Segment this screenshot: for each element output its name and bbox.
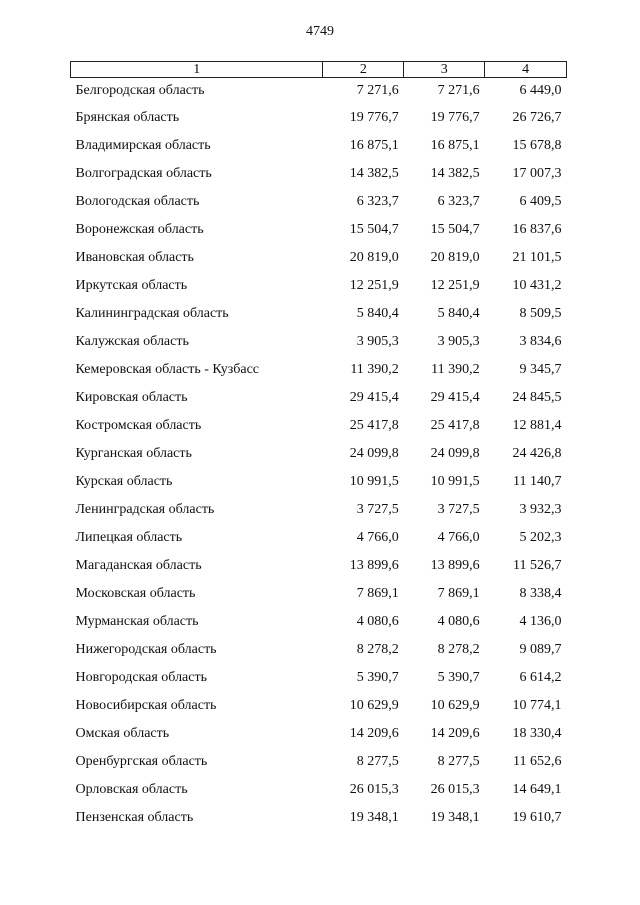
table-row	[71, 720, 567, 748]
table-row	[71, 216, 567, 244]
value-col4-cell: 3 834,6	[519, 334, 562, 349]
value-col4-cell: 5 202,3	[519, 530, 562, 545]
region-name-cell: Нижегородская область	[75, 642, 217, 657]
table-row	[71, 748, 567, 776]
region-name-cell: Вологодская область	[75, 194, 200, 209]
value-col2-cell: 15 504,7	[349, 222, 399, 237]
value-col3-cell: 3 727,5	[437, 502, 480, 517]
value-col2-cell: 20 819,0	[349, 250, 399, 265]
value-col4-cell: 10 774,1	[512, 698, 562, 713]
region-name-cell: Волгоградская область	[75, 166, 212, 181]
value-col4-cell: 15 678,8	[512, 138, 562, 153]
table-row	[71, 440, 567, 468]
column-header-3: 3	[404, 62, 485, 78]
value-col2-cell: 14 209,6	[349, 726, 399, 741]
value-col3-cell: 24 099,8	[430, 446, 480, 461]
table-row	[71, 692, 567, 720]
value-col2-cell: 12 251,9	[349, 278, 399, 293]
value-col2-cell: 4 080,6	[356, 614, 399, 629]
table-row	[71, 580, 567, 608]
value-col3-cell: 4 766,0	[437, 530, 480, 545]
value-col3-cell: 10 629,9	[430, 698, 480, 713]
page-number: 4749	[306, 24, 334, 39]
value-col2-cell: 19 348,1	[349, 810, 399, 825]
value-col4-cell: 18 330,4	[512, 726, 562, 741]
table-row	[71, 552, 567, 580]
region-name-cell: Брянская область	[75, 110, 180, 125]
value-col3-cell: 11 390,2	[431, 362, 480, 377]
region-name-cell: Ивановская область	[75, 250, 194, 265]
value-col3-cell: 4 080,6	[437, 614, 480, 629]
value-col2-cell: 3 905,3	[356, 334, 399, 349]
value-col4-cell: 17 007,3	[512, 166, 562, 181]
value-col4-cell: 24 845,5	[512, 390, 562, 405]
value-col2-cell: 10 991,5	[349, 474, 399, 489]
value-col4-cell: 16 837,6	[512, 222, 562, 237]
region-name-cell: Омская область	[75, 726, 170, 741]
table-row	[71, 132, 567, 160]
column-header-4: 4	[485, 62, 567, 78]
value-col4-cell: 14 649,1	[512, 782, 562, 797]
table-row	[71, 356, 567, 384]
region-name-cell: Оренбургская область	[75, 754, 208, 769]
value-col4-cell: 11 140,7	[513, 474, 562, 489]
value-col2-cell: 6 323,7	[356, 194, 399, 209]
table-header	[71, 62, 567, 78]
value-col3-cell: 29 415,4	[430, 390, 480, 405]
table-row	[71, 160, 567, 188]
table-row	[71, 804, 567, 832]
value-col3-cell: 14 382,5	[430, 166, 480, 181]
column-header-1: 1	[71, 62, 323, 78]
table-row	[71, 468, 567, 496]
region-name-cell: Курская область	[75, 474, 173, 489]
table-row	[71, 608, 567, 636]
value-col2-cell: 7 869,1	[356, 586, 399, 601]
value-col3-cell: 13 899,6	[430, 558, 480, 573]
table-row	[71, 328, 567, 356]
value-col3-cell: 5 840,4	[437, 306, 480, 321]
value-col4-cell: 3 932,3	[519, 502, 562, 517]
value-col3-cell: 19 776,7	[430, 110, 480, 125]
value-col4-cell: 12 881,4	[512, 418, 562, 433]
value-col4-cell: 19 610,7	[512, 810, 562, 825]
value-col4-cell: 6 449,0	[519, 83, 562, 98]
value-col3-cell: 26 015,3	[430, 782, 480, 797]
value-col3-cell: 15 504,7	[430, 222, 480, 237]
value-col2-cell: 8 277,5	[356, 754, 399, 769]
table-row	[71, 244, 567, 272]
value-col3-cell: 7 271,6	[437, 83, 480, 98]
region-name-cell: Липецкая область	[75, 530, 183, 545]
region-name-cell: Костромская область	[75, 418, 202, 433]
region-name-cell: Кировская область	[75, 390, 188, 405]
value-col3-cell: 8 277,5	[437, 754, 480, 769]
value-col4-cell: 6 614,2	[519, 670, 562, 685]
value-col2-cell: 16 875,1	[349, 138, 399, 153]
value-col2-cell: 5 840,4	[356, 306, 399, 321]
value-col4-cell: 9 345,7	[519, 362, 562, 377]
table-row	[71, 776, 567, 804]
value-col4-cell: 21 101,5	[512, 250, 562, 265]
region-name-cell: Владимирская область	[75, 138, 211, 153]
table-row	[71, 188, 567, 216]
value-col3-cell: 20 819,0	[430, 250, 480, 265]
value-col4-cell: 24 426,8	[512, 446, 562, 461]
region-name-cell: Калужская область	[75, 334, 189, 349]
value-col2-cell: 4 766,0	[356, 530, 399, 545]
value-col3-cell: 16 875,1	[430, 138, 480, 153]
table-body	[71, 78, 567, 833]
value-col2-cell: 7 271,6	[356, 83, 399, 98]
value-col2-cell: 25 417,8	[349, 418, 399, 433]
region-name-cell: Орловская область	[75, 782, 188, 797]
table-row	[71, 78, 567, 105]
value-col4-cell: 6 409,5	[519, 194, 562, 209]
value-col2-cell: 10 629,9	[349, 698, 399, 713]
value-col2-cell: 26 015,3	[349, 782, 399, 797]
region-name-cell: Магаданская область	[75, 558, 202, 573]
value-col3-cell: 7 869,1	[437, 586, 480, 601]
value-col2-cell: 13 899,6	[349, 558, 399, 573]
value-col2-cell: 14 382,5	[349, 166, 399, 181]
region-name-cell: Кемеровская область - Кузбасс	[75, 362, 260, 377]
value-col4-cell: 11 526,7	[513, 558, 562, 573]
value-col2-cell: 19 776,7	[349, 110, 399, 125]
table-row	[71, 636, 567, 664]
column-header-2: 2	[323, 62, 404, 78]
value-col4-cell: 9 089,7	[519, 642, 562, 657]
region-name-cell: Иркутская область	[75, 278, 188, 293]
table-row	[71, 272, 567, 300]
region-name-cell: Курганская область	[75, 446, 192, 461]
value-col3-cell: 8 278,2	[437, 642, 480, 657]
value-col3-cell: 19 348,1	[430, 810, 480, 825]
value-col2-cell: 29 415,4	[349, 390, 399, 405]
value-col3-cell: 25 417,8	[430, 418, 480, 433]
table-row	[71, 664, 567, 692]
region-name-cell: Пензенская область	[75, 810, 194, 825]
value-col2-cell: 11 390,2	[350, 362, 399, 377]
value-col4-cell: 4 136,0	[519, 614, 562, 629]
region-name-cell: Калининградская область	[75, 306, 229, 321]
value-col2-cell: 3 727,5	[356, 502, 399, 517]
region-name-cell: Мурманская область	[75, 614, 199, 629]
table-row	[71, 104, 567, 132]
table-row	[71, 524, 567, 552]
value-col2-cell: 5 390,7	[356, 670, 399, 685]
data-table	[70, 61, 567, 832]
value-col3-cell: 5 390,7	[437, 670, 480, 685]
region-name-cell: Московская область	[75, 586, 196, 601]
value-col4-cell: 8 509,5	[519, 306, 562, 321]
value-col2-cell: 24 099,8	[349, 446, 399, 461]
value-col3-cell: 3 905,3	[437, 334, 480, 349]
table-row	[71, 412, 567, 440]
region-name-cell: Новосибирская область	[75, 698, 217, 713]
table-row	[71, 384, 567, 412]
table-row	[71, 300, 567, 328]
region-name-cell: Новгородская область	[75, 670, 207, 685]
value-col4-cell: 11 652,6	[513, 754, 562, 769]
region-name-cell: Белгородская область	[75, 83, 205, 98]
value-col4-cell: 26 726,7	[512, 110, 562, 125]
value-col3-cell: 10 991,5	[430, 474, 480, 489]
region-name-cell: Ленинградская область	[75, 502, 215, 517]
region-name-cell: Воронежская область	[75, 222, 204, 237]
value-col2-cell: 8 278,2	[356, 642, 399, 657]
value-col3-cell: 6 323,7	[437, 194, 480, 209]
value-col4-cell: 8 338,4	[519, 586, 562, 601]
table-row	[71, 496, 567, 524]
value-col4-cell: 10 431,2	[512, 278, 562, 293]
value-col3-cell: 14 209,6	[430, 726, 480, 741]
value-col3-cell: 12 251,9	[430, 278, 480, 293]
